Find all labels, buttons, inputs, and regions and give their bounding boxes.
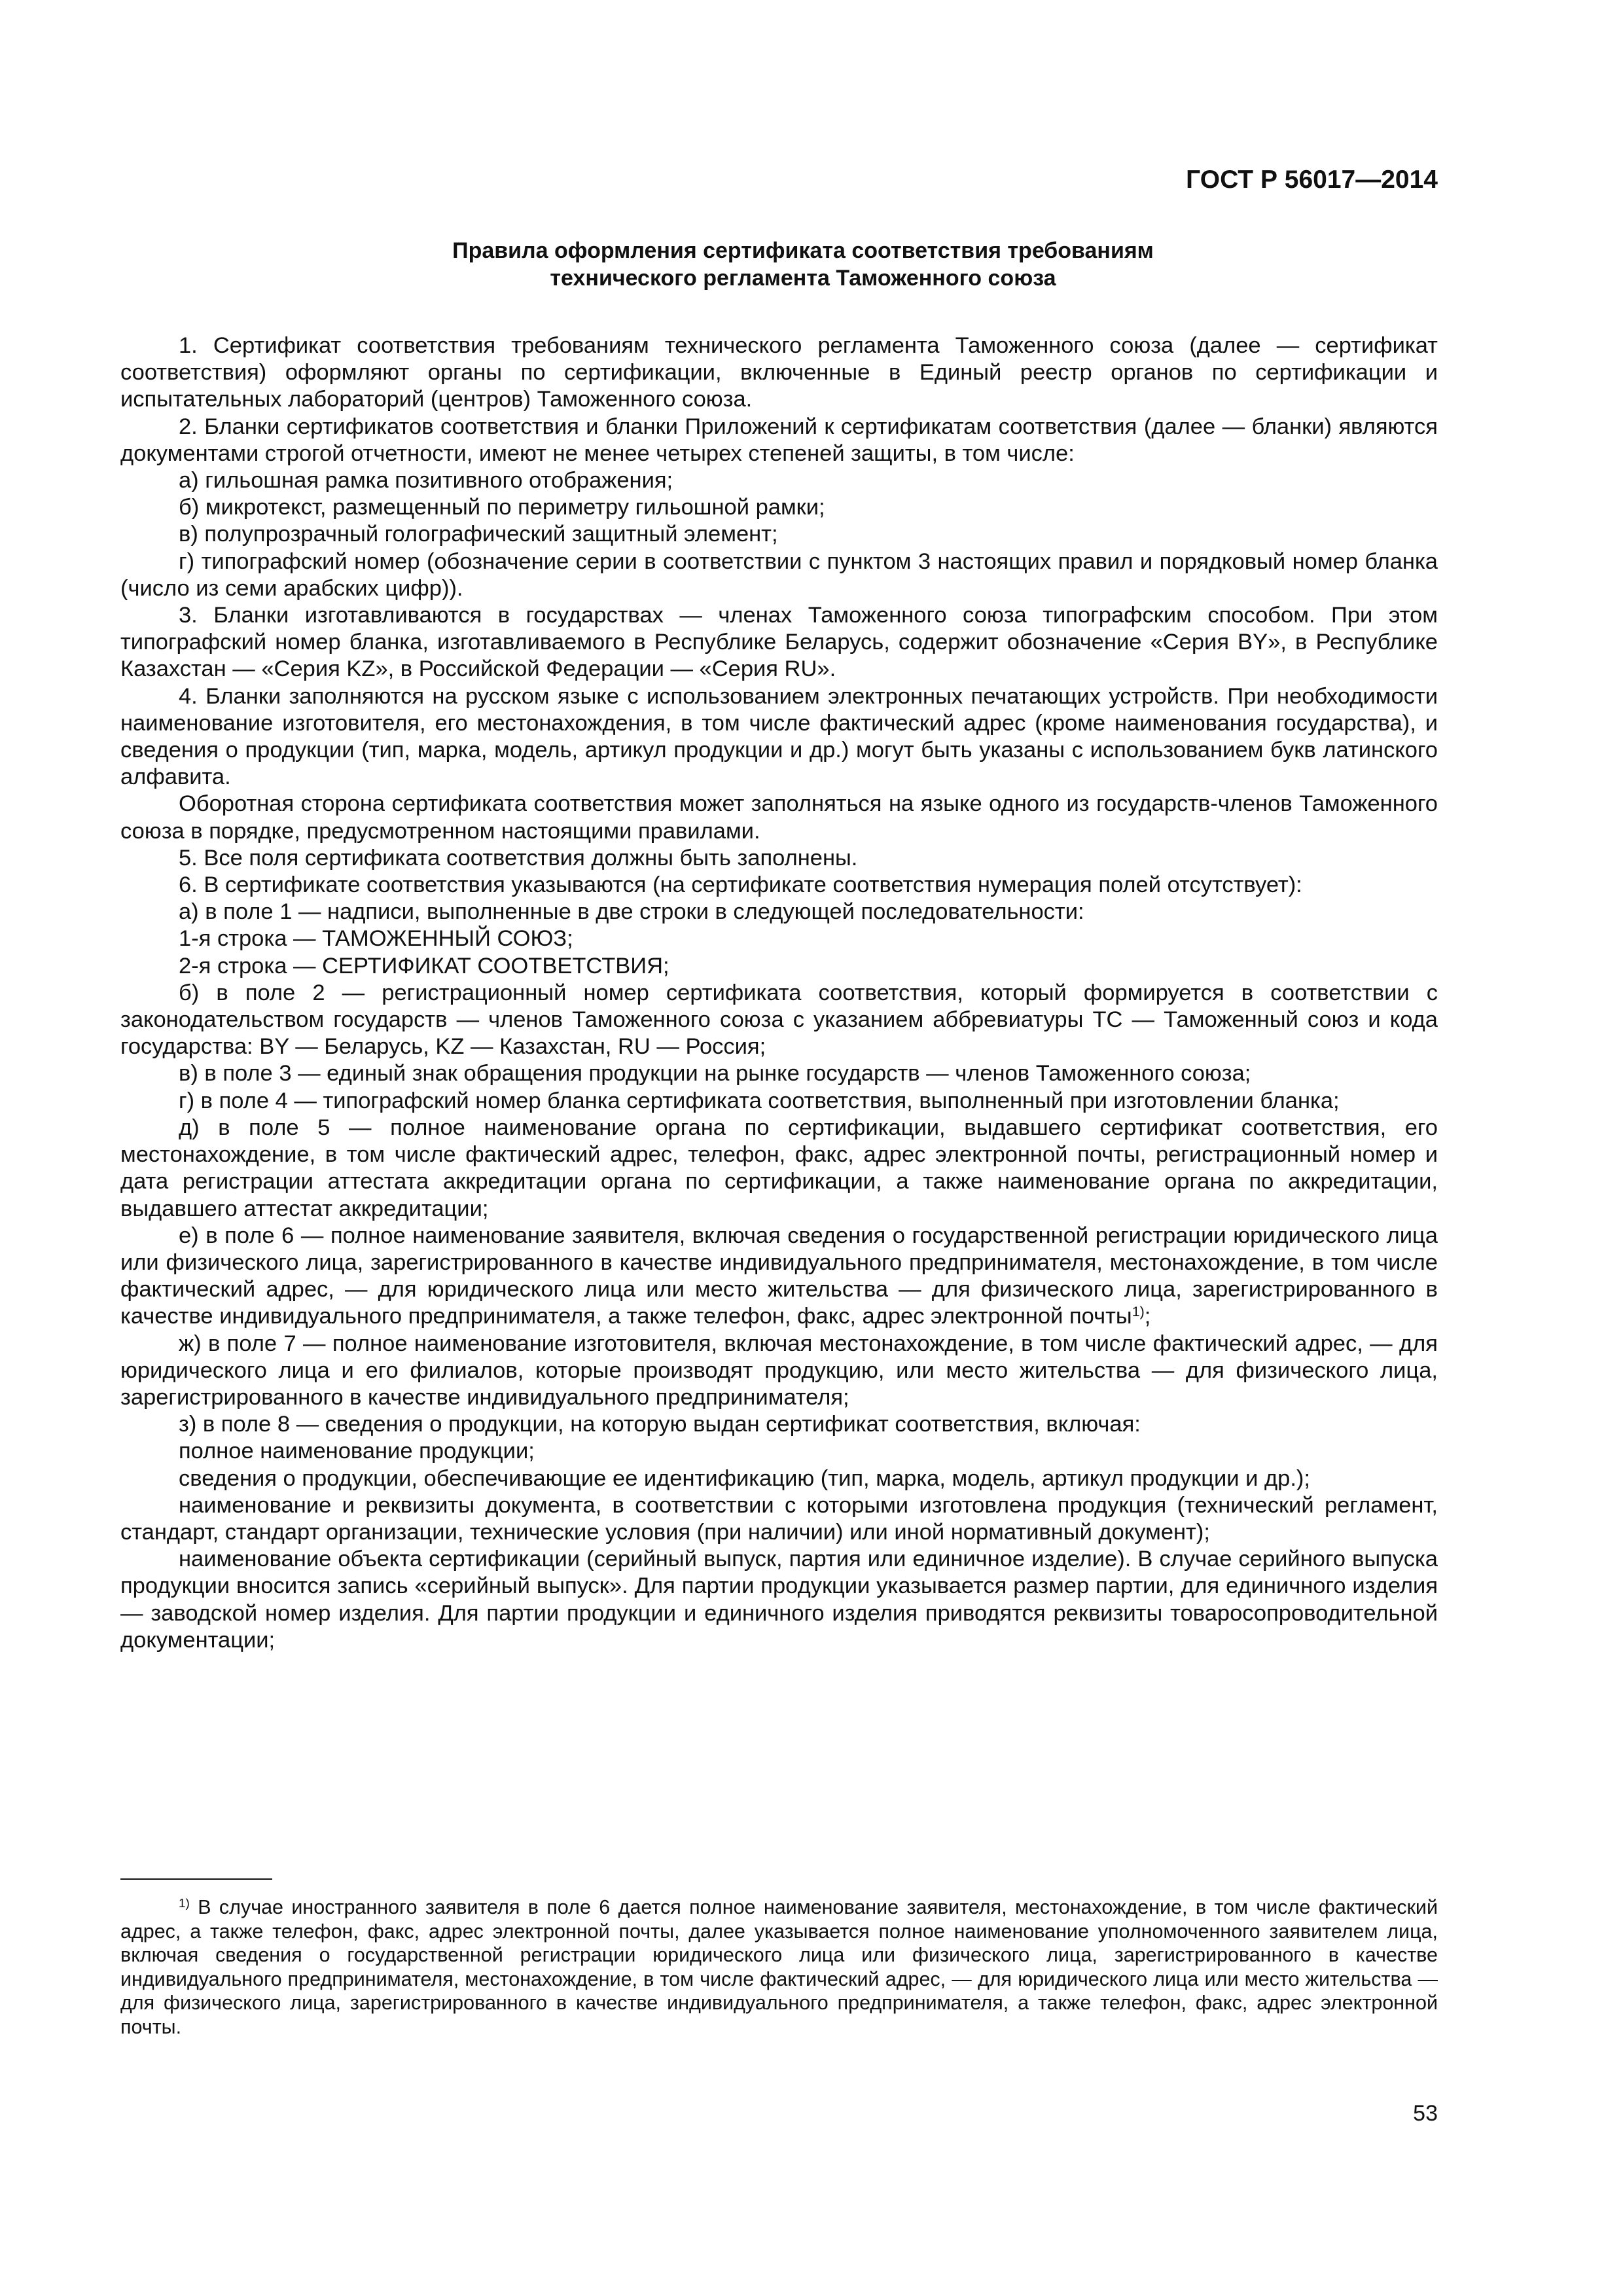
list-item: а) в поле 1 — надписи, выполненные в две строки в следующей последовательности:	[179, 899, 1084, 925]
document-body	[120, 332, 1438, 1654]
paragraph: 4. Бланки заполняются на русском языке с использованием электронных печатающих устройств. При необходимости наименование изготовителя, его местонахождения, в том числе фактический адрес (кроме наименования государства), и сведения о продукции (тип, марка, модель, артикул продукции и др.) могут быть указаны с использованием букв латинского алфавита.	[120, 683, 1438, 790]
list-item: в) в поле 3 — единый знак обращения продукции на рынке государств — членов Таможенного союза;	[179, 1061, 1251, 1086]
list-item: 1-я строка — ТАМОЖЕННЫЙ СОЮЗ;	[179, 926, 573, 952]
footnote	[120, 1895, 1438, 2039]
standard-code: ГОСТ Р 56017—2014	[1186, 166, 1438, 194]
list-item: б) микротекст, размещенный по периметру гильошной рамки;	[179, 495, 825, 520]
list-item-tail: ;	[1144, 1304, 1151, 1329]
list-item: полное наименование продукции;	[179, 1439, 535, 1464]
paragraph: 5. Все поля сертификата соответствия должны быть заполнены.	[179, 845, 858, 870]
list-item: ж) в поле 7 — полное наименование изготовителя, включая местонахождение, в том числе фактический адрес, — для юридического лица и его филиалов, которые производят продукцию, или место жительства — для физического лица, зарегистрированного в качестве индивидуального предпринимателя;	[120, 1331, 1438, 1410]
list-item: в) полупрозрачный голографический защитный элемент;	[179, 522, 778, 547]
list-item: 2-я строка — СЕРТИФИКАТ СООТВЕТСТВИЯ;	[179, 953, 669, 978]
list-item: г) в поле 4 — типографский номер бланка сертификата соответствия, выполненный при изготовлении бланка;	[179, 1088, 1340, 1113]
list-item: г) типографский номер (обозначение серии в соответствии с пунктом 3 настоящих правил и порядковый номер бланка (число из семи арабских цифр)).	[120, 548, 1438, 601]
list-item-text: е) в поле 6 — полное наименование заявителя, включая сведения о государственной регистрации юридического лица или физического лица, зарегистрированного в качестве индивидуального предпринимателя, местонахождение, в том числе фактический адрес, — для юридического лица или место жительства — для физического лица, зарегистрированного в качестве индивидуального предпринимателя, а также телефон, факс, адрес электронной почты	[120, 1223, 1438, 1329]
footnote-divider	[120, 1878, 272, 1880]
list-item-with-footnote	[120, 1223, 1438, 1331]
list-item: а) гильошная рамка позитивного отображения;	[179, 468, 673, 493]
paragraph: 2. Бланки сертификатов соответствия и бланки Приложений к сертификатам соответствия (далее — бланки) являются документами строгой отчетности, имеют не менее четырех степеней защиты, в том числе:	[120, 414, 1438, 466]
paragraph: 3. Бланки изготавливаются в государствах — членах Таможенного союза типографским способом. При этом типографский номер бланка, изготавливаемого в Республике Беларусь, содержит обозначение «Серия BY», в Республике Казахстан — «Серия KZ», в Российской Федерации — «Серия RU».	[120, 603, 1438, 682]
paragraph: 1. Сертификат соответствия требованиям технического регламента Таможенного союза (далее — сертификат соответствия) оформляют органы по сертификации, включенные в Единый реестр органов по сертификации и испытательных лабораторий (центров) Таможенного союза.	[120, 333, 1438, 412]
paragraph: 6. В сертификате соответствия указываются (на сертификате соответствия нумерация полей отсутствует):	[179, 872, 1302, 898]
document-title	[120, 237, 1486, 292]
footnote-text: В случае иностранного заявителя в поле 6 дается полное наименование заявителя, местонахождение, в том числе фактический адрес, а также телефон, факс, адрес электронной почты, далее указывается полное наименование уполномоченного заявителем лица, включая сведения о государственной регистрации юридического лица или физического лица, зарегистрированного в качестве индивидуального предпринимателя, местонахождение, в том числе фактический адрес, — для юридического лица или место жительства — для физического лица, зарегистрированного в качестве индивидуального предпринимателя, а также телефон, факс, адрес электронной почты.	[120, 1896, 1438, 2038]
page-number: 53	[1413, 2101, 1438, 2126]
list-item: наименование объекта сертификации (серийный выпуск, партия или единичное изделие). В случае серийного выпуска продукции вносится запись «серийный выпуск». Для партии продукции указывается размер партии, для единичного изделия — заводской номер изделия. Для партии продукции и единичного изделия приводятся реквизиты товаросопроводительной документации;	[120, 1547, 1438, 1653]
list-item: сведения о продукции, обеспечивающие ее идентификацию (тип, марка, модель, артикул продукции и др.);	[179, 1465, 1310, 1491]
paragraph: Оборотная сторона сертификата соответствия может заполняться на языке одного из государств-членов Таможенного союза в порядке, предусмотренном настоящими правилами.	[120, 791, 1438, 844]
footnote-mark: 1)	[179, 1896, 190, 1910]
footnote-paragraph	[120, 1895, 1438, 2039]
footnote-reference: 1)	[1132, 1303, 1145, 1319]
list-item: з) в поле 8 — сведения о продукции, на которую выдан сертификат соответствия, включая:	[179, 1412, 1141, 1437]
list-item: д) в поле 5 — полное наименование органа по сертификации, выдавшего сертификат соответствия, его местонахождение, в том числе фактический адрес, телефон, факс, адрес электронной почты, регистрационный номер и дата регистрации аттестата аккредитации органа по сертификации, а также наименование органа по аккредитации, выдавшего аттестат аккредитации;	[120, 1115, 1438, 1221]
list-item: б) в поле 2 — регистрационный номер сертификата соответствия, который формируется в соответствии с законодательством государств — членов Таможенного союза с указанием аббревиатуры ТС — Таможенный союз и кода государства: BY — Беларусь, KZ — Казахстан, RU — Россия;	[120, 980, 1438, 1060]
list-item: наименование и реквизиты документа, в соответствии с которыми изготовлена продукция (технический регламент, стандарт, стандарт организации, технические условия (при наличии) или иной нормативный документ);	[120, 1492, 1438, 1545]
title-line-2: технического регламента Таможенного союза	[550, 266, 1056, 291]
title-line-1: Правила оформления сертификата соответствия требованиям	[452, 238, 1154, 263]
